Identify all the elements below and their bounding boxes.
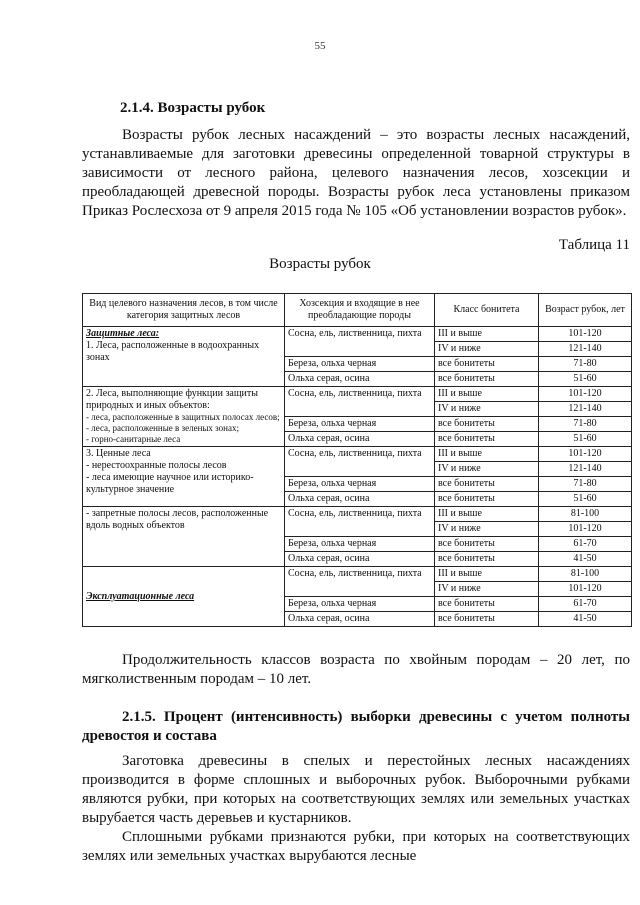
cutting-age-cell: 51-60 — [539, 432, 632, 447]
cutting-age-cell: 101-120 — [539, 387, 632, 402]
table-row — [83, 447, 632, 462]
cutting-age-cell: 121-140 — [539, 462, 632, 477]
forest-type-line: - нерестоохранные полосы лесов — [86, 460, 227, 471]
page-number: 55 — [314, 40, 326, 52]
site-class-cell: IV и ниже — [435, 342, 539, 357]
forest-type-line: - горно-санитарные леса — [86, 434, 181, 444]
species-cell: Ольха серая, осина — [285, 612, 435, 627]
table-row — [83, 387, 632, 402]
species-cell: Береза, ольха черная — [285, 357, 435, 372]
header-type: Вид целевого назначения лесов, в том числе категория защитных лесов — [83, 294, 285, 327]
forest-type-cell — [83, 447, 285, 507]
species-cell: Сосна, ель, лиственница, пихта — [285, 447, 435, 477]
species-cell: Береза, ольха черная — [285, 477, 435, 492]
cutting-age-cell: 121-140 — [539, 402, 632, 417]
section-paragraph-harvest — [82, 752, 630, 866]
forest-type-line: - леса, расположенные в защитных полосах лесов; — [86, 412, 280, 422]
site-class-cell: III и выше — [435, 567, 539, 582]
table-header-row — [83, 294, 632, 327]
site-class-cell: все бонитеты — [435, 612, 539, 627]
site-class-cell: IV и ниже — [435, 582, 539, 597]
after-table-paragraph — [82, 651, 630, 689]
cutting-age-cell: 61-70 — [539, 537, 632, 552]
site-class-cell: все бонитеты — [435, 432, 539, 447]
paragraph-text: Сплошными рубками признаются рубки, при которых на соответствующих землях или земельных участках вырубаются лесные — [82, 829, 630, 864]
species-cell: Ольха серая, осина — [285, 432, 435, 447]
cutting-age-cell: 71-80 — [539, 417, 632, 432]
cutting-age-cell: 41-50 — [539, 612, 632, 627]
cutting-age-cell: 101-120 — [539, 522, 632, 537]
forest-type-line: 1. Леса, расположенные в водоохранных зонах — [86, 340, 260, 363]
cutting-age-cell: 101-120 — [539, 327, 632, 342]
site-class-cell: III и выше — [435, 507, 539, 522]
forest-type-line: - запретные полосы лесов, расположенные вдоль водных объектов — [86, 508, 269, 531]
header-species: Хозсекция и входящие в нее преобладающие породы — [285, 294, 435, 327]
site-class-cell: III и выше — [435, 387, 539, 402]
table-body — [83, 327, 632, 627]
site-class-cell: все бонитеты — [435, 537, 539, 552]
forest-type-cell — [83, 507, 285, 567]
cutting-age-cell: 121-140 — [539, 342, 632, 357]
cutting-age-cell: 101-120 — [539, 447, 632, 462]
header-age: Возраст рубок, лет — [539, 294, 632, 327]
header-class: Класс бонитета — [435, 294, 539, 327]
site-class-cell: все бонитеты — [435, 552, 539, 567]
cutting-age-cell: 41-50 — [539, 552, 632, 567]
site-class-cell: все бонитеты — [435, 492, 539, 507]
cutting-ages-table — [82, 293, 632, 627]
site-class-cell: IV и ниже — [435, 522, 539, 537]
site-class-cell: все бонитеты — [435, 417, 539, 432]
forest-type-line: Эксплуатационные леса — [86, 590, 195, 602]
table-row — [83, 567, 632, 582]
site-class-cell: все бонитеты — [435, 357, 539, 372]
site-class-cell: IV и ниже — [435, 462, 539, 477]
species-cell: Береза, ольха черная — [285, 537, 435, 552]
site-class-cell: IV и ниже — [435, 402, 539, 417]
table-row — [83, 507, 632, 522]
site-class-cell: III и выше — [435, 327, 539, 342]
cutting-age-cell: 61-70 — [539, 597, 632, 612]
table-title: Возрасты рубок — [269, 256, 371, 272]
table-row — [83, 327, 632, 342]
forest-type-line: - леса имеющие научное или историко-культурное значение — [86, 472, 254, 495]
species-cell: Береза, ольха черная — [285, 597, 435, 612]
forest-type-line: - леса, расположенные в зеленых зонах; — [86, 423, 239, 433]
species-cell: Сосна, ель, лиственница, пихта — [285, 327, 435, 357]
after-table-text: Продолжительность классов возраста по хвойным породам – 20 лет, по мягколиственным породам – 10 лет. — [82, 652, 630, 687]
species-cell: Береза, ольха черная — [285, 417, 435, 432]
section-paragraph-ages — [82, 126, 630, 221]
species-cell: Сосна, ель, лиственница, пихта — [285, 387, 435, 417]
forest-type-line: 2. Леса, выполняющие функции защиты природных и иных объектов: — [86, 388, 258, 411]
forest-type-cell — [83, 387, 285, 447]
paragraph-text: Заготовка древесины в спелых и перестойных лесных насаждениях производится в форме сплошных и выборочных рубок. Выборочными рубками являются рубки, при которых на соответствующих землях или земельных участках вырубается часть деревьев и кустарников. — [82, 753, 630, 826]
cutting-age-cell: 71-80 — [539, 357, 632, 372]
site-class-cell: все бонитеты — [435, 597, 539, 612]
cutting-age-cell: 71-80 — [539, 477, 632, 492]
species-cell: Ольха серая, осина — [285, 372, 435, 387]
cutting-age-cell: 81-100 — [539, 507, 632, 522]
species-cell: Сосна, ель, лиственница, пихта — [285, 507, 435, 537]
cutting-age-cell: 51-60 — [539, 492, 632, 507]
cutting-age-cell: 51-60 — [539, 372, 632, 387]
forest-type-line: Защитные леса: — [86, 328, 160, 339]
cutting-age-cell: 81-100 — [539, 567, 632, 582]
section-heading-2-1-5 — [82, 708, 630, 746]
forest-type-line: 3. Ценные леса — [86, 448, 151, 459]
forest-type-cell — [83, 327, 285, 387]
species-cell: Ольха серая, осина — [285, 492, 435, 507]
table-label: Таблица 11 — [558, 237, 630, 253]
site-class-cell: все бонитеты — [435, 372, 539, 387]
species-cell: Сосна, ель, лиственница, пихта — [285, 567, 435, 597]
section-heading-2-1-4: 2.1.4. Возрасты рубок — [120, 100, 266, 116]
forest-type-cell — [83, 567, 285, 627]
section-heading-text: 2.1.5. Процент (интенсивность) выборки древесины с учетом полноты древостоя и состава — [82, 709, 630, 744]
site-class-cell: все бонитеты — [435, 477, 539, 492]
cutting-age-cell: 101-120 — [539, 582, 632, 597]
species-cell: Ольха серая, осина — [285, 552, 435, 567]
paragraph-text: Возрасты рубок лесных насаждений – это возрасты лесных насаждений, устанавливаемые для заготовки древесины определенной товарной структуры в зависимости от лесного района, целевого назначения лесов, хозсекции и преобладающей древесной породы. Возрасты рубок леса установлены приказом Приказ Рослесхоза от 9 апреля 2015 года № 105 «Об установлении возрастов рубок». — [82, 127, 630, 219]
site-class-cell: III и выше — [435, 447, 539, 462]
